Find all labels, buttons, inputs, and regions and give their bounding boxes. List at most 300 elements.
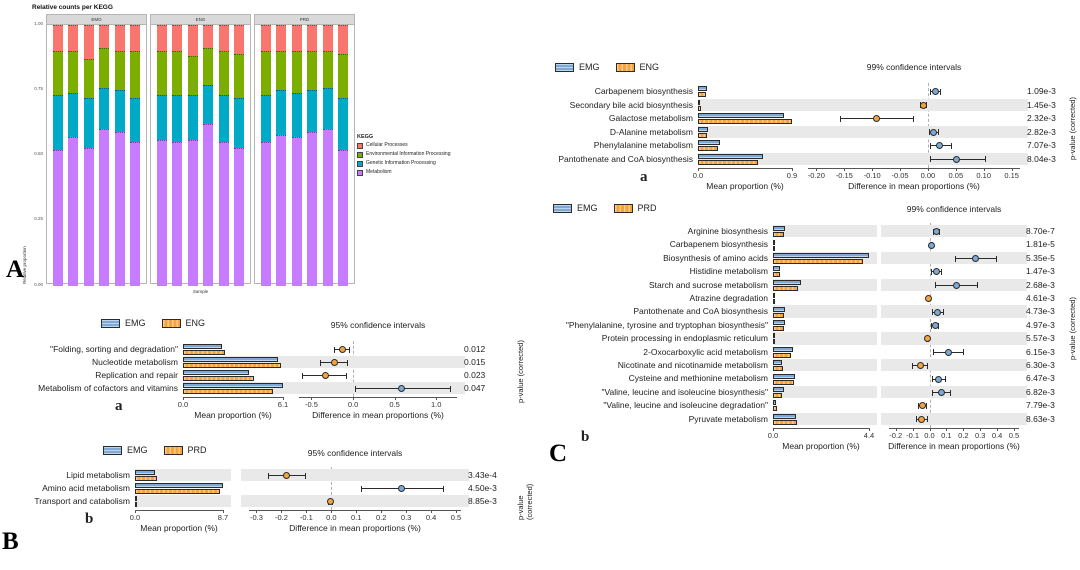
row-stripe <box>773 386 877 398</box>
ci-cap-low <box>932 376 933 382</box>
y-axis-tick-label: 0.00 <box>34 281 43 287</box>
bar-segment <box>261 51 271 95</box>
kegg-legend-swatch <box>357 152 363 158</box>
stacked-bar <box>157 25 167 286</box>
bar-segment <box>338 25 348 54</box>
stacked-bar <box>84 25 94 286</box>
diff-axis-tick-label: -0.2 <box>889 431 903 440</box>
mean-proportion-bar <box>183 383 283 388</box>
mean-proportion-bar <box>698 86 707 91</box>
ci-cap-high <box>349 347 350 353</box>
stacked-bar <box>307 25 317 286</box>
stacked-bar <box>338 25 348 286</box>
diff-axis-title: Difference in mean proportions (%) <box>289 523 421 533</box>
diff-axis-tick-label: 0.05 <box>948 171 964 180</box>
row-stripe <box>773 359 877 371</box>
diff-axis-tick-label: -0.20 <box>807 171 825 180</box>
p-value: 1.81e-5 <box>1026 239 1055 250</box>
y-axis-tick-label: 1.00 <box>34 20 43 26</box>
difference-dot <box>283 472 290 479</box>
diff-axis-tick-label: -0.10 <box>863 171 881 180</box>
stacked-bar <box>99 25 109 286</box>
difference-dot <box>398 385 405 392</box>
difference-dot <box>918 416 925 423</box>
legend-swatch <box>616 63 635 72</box>
diff-axis <box>889 428 1019 429</box>
panel-label-C: C <box>549 440 568 467</box>
ci-cap-low <box>932 390 933 396</box>
stamp-panel-c-b <box>545 200 1079 462</box>
mean-axis-tick-label: 0.0 <box>129 513 141 522</box>
bar-segment <box>323 51 333 88</box>
bar-segment <box>68 25 78 51</box>
mean-proportion-bar <box>183 357 278 362</box>
panel-sublabel: a <box>640 169 648 185</box>
facet-plot-area <box>47 25 146 286</box>
p-value: 8.70e-7 <box>1026 226 1055 236</box>
ci-cap-high <box>938 323 939 329</box>
panel-sublabel: b <box>85 511 94 527</box>
difference-dot <box>398 485 405 492</box>
ci-cap-high <box>346 373 347 379</box>
ci-cap-high <box>926 403 927 409</box>
category-label: Nucleotide metabolism <box>92 357 178 367</box>
p-value: 1.45e-3 <box>1027 99 1056 110</box>
diff-axis-tick-label: -0.3 <box>250 513 263 522</box>
row-stripe <box>881 386 1027 398</box>
mean-axis-tick-label: 0.0 <box>692 171 704 180</box>
stamp-panel-b-a <box>15 316 527 420</box>
bar-segment <box>219 142 229 286</box>
row-stripe <box>773 332 877 344</box>
p-value: 6.15e-3 <box>1026 346 1055 357</box>
bar-segment <box>338 54 348 98</box>
ci-cap-high <box>927 416 928 422</box>
facet-box <box>46 14 147 284</box>
series-legend <box>553 203 657 213</box>
ci-cap-high <box>945 376 946 382</box>
legend-item <box>553 203 598 213</box>
ci-cap-high <box>927 363 928 369</box>
row-stripe <box>881 225 1027 237</box>
diff-axis-tick-label: -0.5 <box>305 400 318 409</box>
bar-segment <box>203 124 213 286</box>
x-axis-label: Sample <box>192 289 209 294</box>
facet-box <box>150 14 251 284</box>
series-legend <box>101 318 205 328</box>
bar-segment <box>157 140 167 286</box>
stacked-bar <box>130 25 140 286</box>
stacked-bar <box>276 25 286 286</box>
legend-item <box>616 62 660 72</box>
ci-cap-low <box>302 373 303 379</box>
bar-segment <box>115 90 125 132</box>
mean-proportion-bar <box>183 344 222 349</box>
kegg-legend-label: Cellular Processes <box>366 142 408 148</box>
difference-dot <box>322 372 329 379</box>
y-axis-tick-label: 0.50 <box>34 151 43 156</box>
p-value: 2.68e-3 <box>1026 279 1055 290</box>
mean-proportion-bar <box>135 483 223 488</box>
legend-swatch <box>553 204 572 213</box>
mean-axis-title: Mean proportion (%) <box>706 181 784 191</box>
mean-proportion-bar <box>698 106 701 111</box>
mean-proportion-bar <box>135 470 155 475</box>
bar-segment <box>276 135 286 286</box>
p-value: 0.023 <box>464 370 486 380</box>
legend-swatch <box>101 319 120 328</box>
mean-proportion-bar <box>773 400 776 405</box>
mean-proportion-bar <box>773 393 782 398</box>
mean-proportion-bar <box>773 259 863 264</box>
panel-label-B: B <box>2 528 19 555</box>
bar-segment <box>307 25 317 51</box>
mean-proportion-bar <box>698 100 700 105</box>
mean-axis <box>135 510 223 511</box>
bar-segment <box>292 93 302 137</box>
mean-proportion-bar <box>135 496 137 501</box>
p-value: 4.97e-3 <box>1026 319 1055 330</box>
category-label: Metabolism of cofactors and vitamins <box>38 383 178 393</box>
mean-proportion-bar <box>773 280 801 285</box>
mean-proportion-bar <box>773 293 775 298</box>
ci-cap-high <box>940 89 941 95</box>
mean-proportion-bar <box>183 363 281 368</box>
bar-segment <box>307 90 317 132</box>
mean-axis-tick-label: 0.0 <box>177 400 189 409</box>
row-stripe <box>241 495 469 507</box>
p-value: 6.82e-3 <box>1026 386 1055 397</box>
row-stripe <box>881 332 1027 344</box>
diff-axis-tick-label: 0.0 <box>924 431 935 440</box>
mean-axis <box>773 428 869 429</box>
mean-proportion-bar <box>773 226 785 231</box>
diff-axis-tick-label: 0.4 <box>425 513 437 522</box>
category-label: Biosynthesis of amino acids <box>663 252 768 263</box>
bar-segment <box>172 51 182 95</box>
mean-proportion-bar <box>698 146 718 151</box>
stacked-bar <box>203 25 213 286</box>
bar-segment <box>188 56 198 95</box>
stacked-bar <box>53 25 63 286</box>
kegg-legend-item <box>357 159 477 168</box>
ci-title: 95% confidence intervals <box>307 448 403 458</box>
bar-segment <box>261 95 271 142</box>
difference-dot <box>919 402 926 409</box>
bar-segment <box>338 150 348 286</box>
kegg-legend-swatch <box>357 143 363 149</box>
bar-segment <box>99 25 109 48</box>
mean-proportion-bar <box>773 253 869 258</box>
bar-segment <box>188 140 198 286</box>
category-label: Phenylalanine metabolism <box>593 140 693 150</box>
mean-proportion-bar <box>773 320 785 325</box>
bar-segment <box>219 51 229 95</box>
category-label: "Valine, leucine and isoleucine degradation" <box>603 400 768 411</box>
bar-segment <box>172 95 182 142</box>
mean-axis-tick-label: 0.9 <box>786 171 798 180</box>
bar-segment <box>188 95 198 139</box>
bar-segment <box>172 142 182 286</box>
ci-cap-low <box>268 473 269 479</box>
category-label: Transport and catabolism <box>34 496 130 506</box>
ci-cap-high <box>950 390 951 396</box>
mean-proportion-bar <box>698 113 784 118</box>
bar-segment <box>219 95 229 142</box>
stacked-bar <box>68 25 78 286</box>
row-stripe <box>698 126 800 139</box>
ci-cap-low <box>355 386 356 392</box>
ci-cap-high <box>985 156 986 162</box>
mean-axis <box>183 397 283 398</box>
facet-strip-label: PRD <box>255 15 354 25</box>
kegg-legend-swatch <box>357 170 363 176</box>
kegg-legend <box>357 134 477 180</box>
difference-dot <box>938 389 945 396</box>
p-value-axis-label: p-value (corrected) <box>1068 297 1077 360</box>
mean-proportion-bar <box>773 307 785 312</box>
bar-segment <box>323 25 333 51</box>
ci-cap-high <box>951 143 952 149</box>
diff-axis-tick-label: 0.5 <box>389 400 400 409</box>
p-value: 6.47e-3 <box>1026 373 1055 384</box>
p-value: 4.50e-3 <box>468 483 497 493</box>
bar-segment <box>130 25 140 51</box>
difference-dot <box>933 268 940 275</box>
category-label: 2-Oxocarboxylic acid metabolism <box>643 346 768 357</box>
diff-axis-tick-label: 0.1 <box>941 431 952 440</box>
ci-cap-high <box>347 360 348 366</box>
legend-label: PRD <box>187 445 207 455</box>
ci-cap-low <box>930 143 931 149</box>
mean-axis-title: Mean proportion (%) <box>140 523 218 533</box>
kegg-stacked-bar-panel <box>22 4 357 304</box>
bar-segment <box>53 25 63 51</box>
bar-segment <box>84 148 94 286</box>
diff-axis-tick-label: -0.1 <box>906 431 920 440</box>
bar-segment <box>115 25 125 51</box>
mean-proportion-bar <box>773 240 775 245</box>
mean-proportion-bar <box>773 272 780 277</box>
diff-axis-tick-label: -0.05 <box>891 171 909 180</box>
row-stripe <box>773 225 877 237</box>
mean-proportion-bar <box>773 406 777 411</box>
bar-segment <box>172 25 182 51</box>
bar-segment <box>234 148 244 286</box>
mean-axis-tick-label: 8.7 <box>217 513 229 522</box>
mean-proportion-bar <box>773 232 784 237</box>
diff-axis-tick-label: 0.4 <box>991 431 1003 440</box>
diff-axis-tick-label: 0.0 <box>326 513 337 522</box>
ci-title: 99% confidence intervals <box>906 204 1002 214</box>
ci-cap-high <box>963 349 964 355</box>
difference-dot <box>934 309 941 316</box>
category-label: Replication and repair <box>95 370 178 380</box>
legend-item <box>164 445 207 455</box>
p-value: 0.015 <box>464 357 486 367</box>
mean-axis-tick-label: 4.4 <box>863 431 875 440</box>
category-label: Atrazine degradation <box>689 293 768 303</box>
bar-segment <box>234 98 244 148</box>
diff-axis-tick-label: 0.5 <box>1008 431 1020 440</box>
ci-cap-low <box>361 486 362 492</box>
ci-cap-high <box>443 486 444 492</box>
ci-cap-high <box>996 256 997 262</box>
p-value: 4.61e-3 <box>1026 293 1055 303</box>
row-stripe <box>881 305 1027 317</box>
mean-proportion-bar <box>135 502 137 507</box>
mean-proportion-bar <box>183 370 249 375</box>
facet-strip-label: EMG <box>47 15 146 25</box>
mean-proportion-bar <box>773 380 794 385</box>
difference-dot <box>953 282 960 289</box>
row-stripe <box>698 99 800 112</box>
mean-axis <box>698 168 792 169</box>
stacked-bar <box>292 25 302 286</box>
bar-segment <box>234 54 244 98</box>
ci-cap-high <box>943 309 944 315</box>
diff-axis-tick-label: 0.2 <box>375 513 387 522</box>
legend-label: ENG <box>185 318 206 328</box>
mean-proportion-bar <box>183 376 254 381</box>
difference-dot <box>327 498 334 505</box>
legend-item <box>101 318 146 328</box>
legend-swatch <box>162 319 181 328</box>
row-stripe <box>881 359 1027 371</box>
bar-segment <box>323 129 333 286</box>
mean-proportion-bar <box>135 489 220 494</box>
diff-axis-tick-label: 0.3 <box>400 513 412 522</box>
category-label: "Phenylalanine, tyrosine and tryptophan biosynthesis" <box>565 319 768 330</box>
row-stripe <box>800 99 1028 112</box>
bar-segment <box>68 93 78 137</box>
kegg-legend-item <box>357 150 477 159</box>
category-label: Pantothenate and CoA biosynthesis <box>558 153 693 164</box>
stacked-bar <box>261 25 271 286</box>
diff-axis-tick-label: 0.5 <box>450 513 462 522</box>
category-label: Nicotinate and nicotinamide metabolism <box>617 360 768 370</box>
difference-dot <box>936 142 943 149</box>
bar-segment <box>188 25 198 56</box>
legend-label: EMG <box>127 445 148 455</box>
ci-cap-low <box>955 256 956 262</box>
category-label: Amino acid metabolism <box>42 483 130 493</box>
panel-label-A: A <box>6 256 25 283</box>
panel-sublabel: a <box>115 398 123 414</box>
category-label: Pyruvate metabolism <box>688 413 768 424</box>
mean-proportion-bar <box>135 476 157 481</box>
ci-cap-low <box>334 347 335 353</box>
ci-cap-low <box>932 309 933 315</box>
stacked-bar <box>188 25 198 286</box>
difference-dot <box>930 129 937 136</box>
bar-segment <box>115 51 125 90</box>
stamp-panel-b-b <box>15 444 534 546</box>
difference-dot <box>920 102 927 109</box>
diff-axis-tick-label: 0.00 <box>920 171 936 180</box>
p-value: 0.012 <box>464 344 486 354</box>
bar-segment <box>130 51 140 98</box>
mean-proportion-bar <box>698 119 792 124</box>
ci-cap-low <box>930 156 931 162</box>
diff-axis-title: Difference in mean proportions (%) <box>888 441 1020 451</box>
mean-proportion-bar <box>773 387 784 392</box>
p-value: 8.04e-3 <box>1027 153 1056 164</box>
kegg-legend-item <box>357 168 477 177</box>
mean-proportion-bar <box>773 366 783 371</box>
y-axis-label: Relative proportion <box>22 246 27 284</box>
bar-segment <box>292 51 302 93</box>
legend-item <box>162 318 206 328</box>
mean-proportion-bar <box>773 246 775 251</box>
diff-axis-tick-label: 0.10 <box>976 171 992 180</box>
facet-plot-area <box>255 25 354 286</box>
chart-title: Relative counts per KEGG <box>32 4 113 11</box>
difference-dot <box>925 295 932 302</box>
category-label: Galactose metabolism <box>608 113 693 123</box>
mean-proportion-bar <box>698 140 720 145</box>
bar-segment <box>53 150 63 286</box>
ci-cap-low <box>933 349 934 355</box>
p-value: 4.73e-3 <box>1026 306 1055 317</box>
series-legend <box>555 62 659 72</box>
mean-axis-title: Mean proportion (%) <box>782 441 860 451</box>
bar-segment <box>53 95 63 150</box>
diff-axis-tick-label: 0.0 <box>347 400 359 409</box>
mean-proportion-bar <box>698 133 707 138</box>
category-label: Histidine metabolism <box>689 266 768 277</box>
diff-axis-title: Difference in mean proportions (%) <box>848 181 980 191</box>
category-label: Pantothenate and CoA biosynthesis <box>633 306 768 317</box>
mean-proportion-bar <box>773 266 780 271</box>
bar-segment <box>203 25 213 48</box>
category-label: Carbapenem biosynthesis <box>669 239 768 250</box>
diff-axis-tick-label: 0.1 <box>351 513 362 522</box>
legend-swatch <box>555 63 574 72</box>
diff-axis-tick-label: -0.1 <box>299 513 313 522</box>
ci-cap-high <box>305 473 306 479</box>
bar-segment <box>157 51 167 95</box>
stacked-bar <box>172 25 182 286</box>
category-label: Lipid metabolism <box>66 470 130 480</box>
difference-dot <box>873 115 880 122</box>
ci-cap-low <box>931 269 932 275</box>
mean-proportion-bar <box>698 127 708 132</box>
bar-segment <box>276 25 286 51</box>
p-value: 8.85e-3 <box>468 496 497 506</box>
bar-segment <box>130 142 140 286</box>
ci-cap-low <box>935 282 936 288</box>
bar-segment <box>307 51 317 90</box>
ci-cap-high <box>941 269 942 275</box>
bar-segment <box>68 51 78 93</box>
stacked-bar <box>234 25 244 286</box>
p-value-axis-label: p-value (corrected) <box>516 340 525 404</box>
p-value: 5.57e-3 <box>1026 333 1055 344</box>
p-value: 6.30e-3 <box>1026 360 1055 370</box>
row-stripe <box>800 126 1028 139</box>
mean-proportion-bar <box>698 154 763 159</box>
p-value: 0.047 <box>464 383 486 393</box>
mean-proportion-bar <box>773 420 797 425</box>
diff-axis-tick-label: 1.0 <box>430 400 442 409</box>
stamp-panel-c-a <box>545 58 1079 196</box>
mean-proportion-bar <box>773 339 775 344</box>
bar-segment <box>84 98 94 148</box>
mean-proportion-bar <box>773 333 775 338</box>
p-value-axis-label: p-value (corrected) <box>1068 97 1077 160</box>
kegg-legend-swatch <box>357 161 363 167</box>
